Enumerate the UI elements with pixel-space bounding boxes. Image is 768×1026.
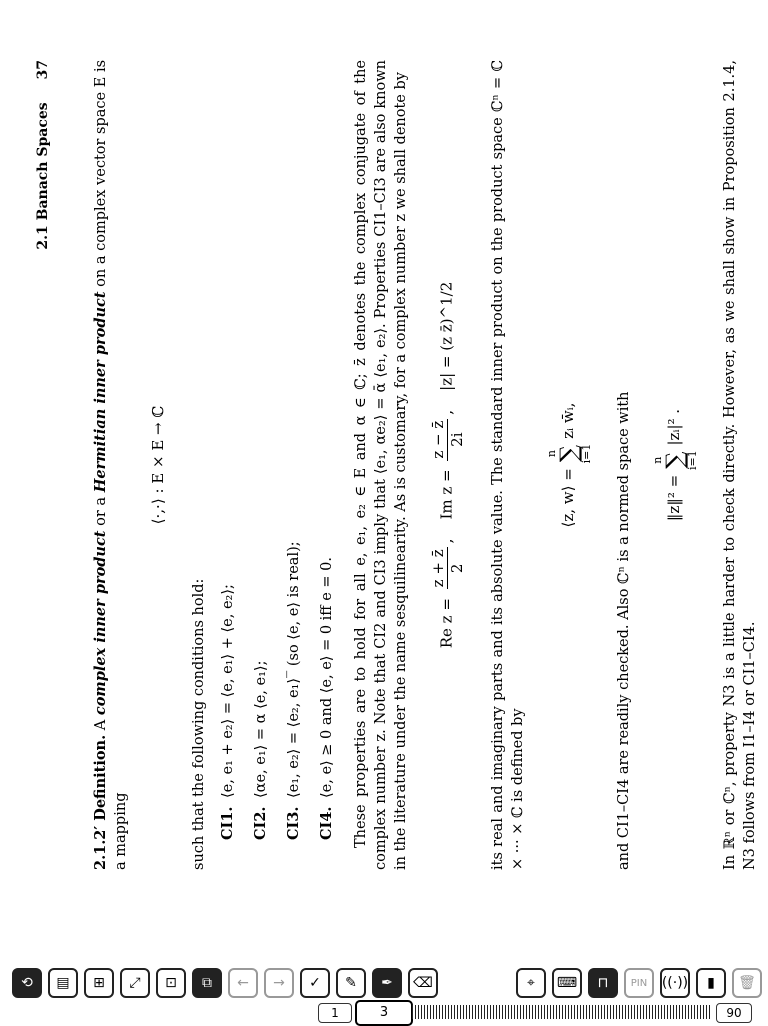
trash-icon[interactable]: 🗑 (732, 968, 762, 998)
back-arrow-icon[interactable]: ← (228, 968, 258, 998)
definition-text: or a (93, 496, 109, 526)
page-view-icon[interactable]: ▤ (48, 968, 78, 998)
inner-product-formula: ⟨z, w⟩ = n ∑ i=1 zᵢ w̄ᵢ, (545, 402, 593, 528)
page-content (35, 60, 768, 870)
condition-ci3: CI3.⟨e₁, e₂⟩ = ⟨e₂, e₁⟩‾ (so ⟨e, e⟩ is real); (285, 541, 302, 840)
fit-width-icon[interactable]: ⊡ (156, 968, 186, 998)
paragraph-n3: In ℝⁿ or ℂⁿ, property N3 is a little harder to check directly. However, as we shall show in Proposition 2.1.4, N3 follows from I1–I4 or CI1–CI4. (722, 60, 758, 870)
zoom-in-icon[interactable]: ⤢ (120, 968, 150, 998)
lock-icon[interactable]: ⊓ (588, 968, 618, 998)
condition-ci2: CI2.⟨αe, e₁⟩ = α ⟨e, e₁⟩; (252, 660, 269, 840)
fit-page-icon[interactable]: ⊞ (84, 968, 114, 998)
page-scrubber[interactable] (412, 1005, 712, 1019)
line-pen-icon[interactable]: ✎ (336, 968, 366, 998)
battery-icon: ▮ (696, 968, 726, 998)
forward-arrow-icon[interactable]: → (264, 968, 294, 998)
section-title: 2.1 Banach Spaces (35, 102, 51, 250)
definition-text: A (93, 719, 109, 731)
condition-ci4: CI4.⟨e, e⟩ ≥ 0 and ⟨e, e⟩ = 0 iff e = 0. (318, 557, 335, 840)
norm-formula: ‖z‖² = n ∑ i=1 |zᵢ|² . (651, 408, 699, 522)
condition-ci1: CI1.⟨e, e₁ + e₂⟩ = ⟨e, e₁⟩ + ⟨e, e₂⟩; (219, 584, 236, 840)
such-that-text: such that the following conditions hold: (191, 578, 207, 870)
marker-icon[interactable]: ✒ (372, 968, 402, 998)
paragraph-normed-space: and CI1–CI4 are readily checked. Also ℂⁿ is a normed space with (616, 391, 632, 870)
im-label: Im z = (437, 469, 456, 520)
page-number: 37 (35, 60, 51, 80)
pin-icon[interactable]: PIN (624, 968, 654, 998)
paragraph-standard-inner-product: its real and imaginary parts and its absolute value. The standard inner product on the product space ℂⁿ = ℂ × ··· × ℂ is defined by (490, 60, 526, 870)
re-im-abs-formula: Re z = z + z̄ 2 , Im z = z − z̄ 2i , |z| = (z z̄)^1/2 (429, 281, 466, 649)
term-complex-inner-product: complex inner product (92, 530, 109, 716)
definition-label: 2.1.2′ Definition. (92, 734, 109, 870)
definition-text: on a complex vector space E is a mapping (93, 59, 129, 870)
eraser-icon[interactable]: ⌫ (408, 968, 438, 998)
paragraph-sesquilinearity: These properties are to hold for all e, e₁, e₂ ∈ E and α ∈ ℂ; z̄ denotes the complex conjugate of the complex number z. Note that CI2 and CI3 imply that ⟨e₁, αe₂⟩ = ᾱ ⟨e₁, e₂⟩. Properties CI1–CI3 are also known in the literature under the name sesquilinearity. As is customary, for a complex number z we shall denote by (353, 60, 409, 870)
wireless-icon[interactable]: ((·)) (660, 968, 690, 998)
current-page-indicator[interactable]: 3 (355, 1000, 413, 1026)
mapping-formula: ⟨·,·⟩ : E × E → ℂ (149, 405, 167, 525)
page-navigator (0, 1000, 768, 1024)
landscape-icon[interactable]: ⧉ (192, 968, 222, 998)
tag-icon[interactable]: ⌖ (516, 968, 546, 998)
first-page-button[interactable]: 1 (318, 1003, 352, 1023)
rotate-icon[interactable]: ⟲ (12, 968, 42, 998)
pen-icon[interactable]: ✓ (300, 968, 330, 998)
re-label: Re z = (437, 598, 456, 649)
term-hermitian-inner-product: Hermitian inner product (92, 291, 109, 493)
last-page-button[interactable]: 90 (716, 1003, 752, 1023)
definition-paragraph (91, 60, 131, 870)
abs-formula: |z| = (z z̄)^1/2 (437, 281, 456, 391)
keyboard-icon[interactable]: ⌨ (552, 968, 582, 998)
running-header (35, 60, 51, 870)
